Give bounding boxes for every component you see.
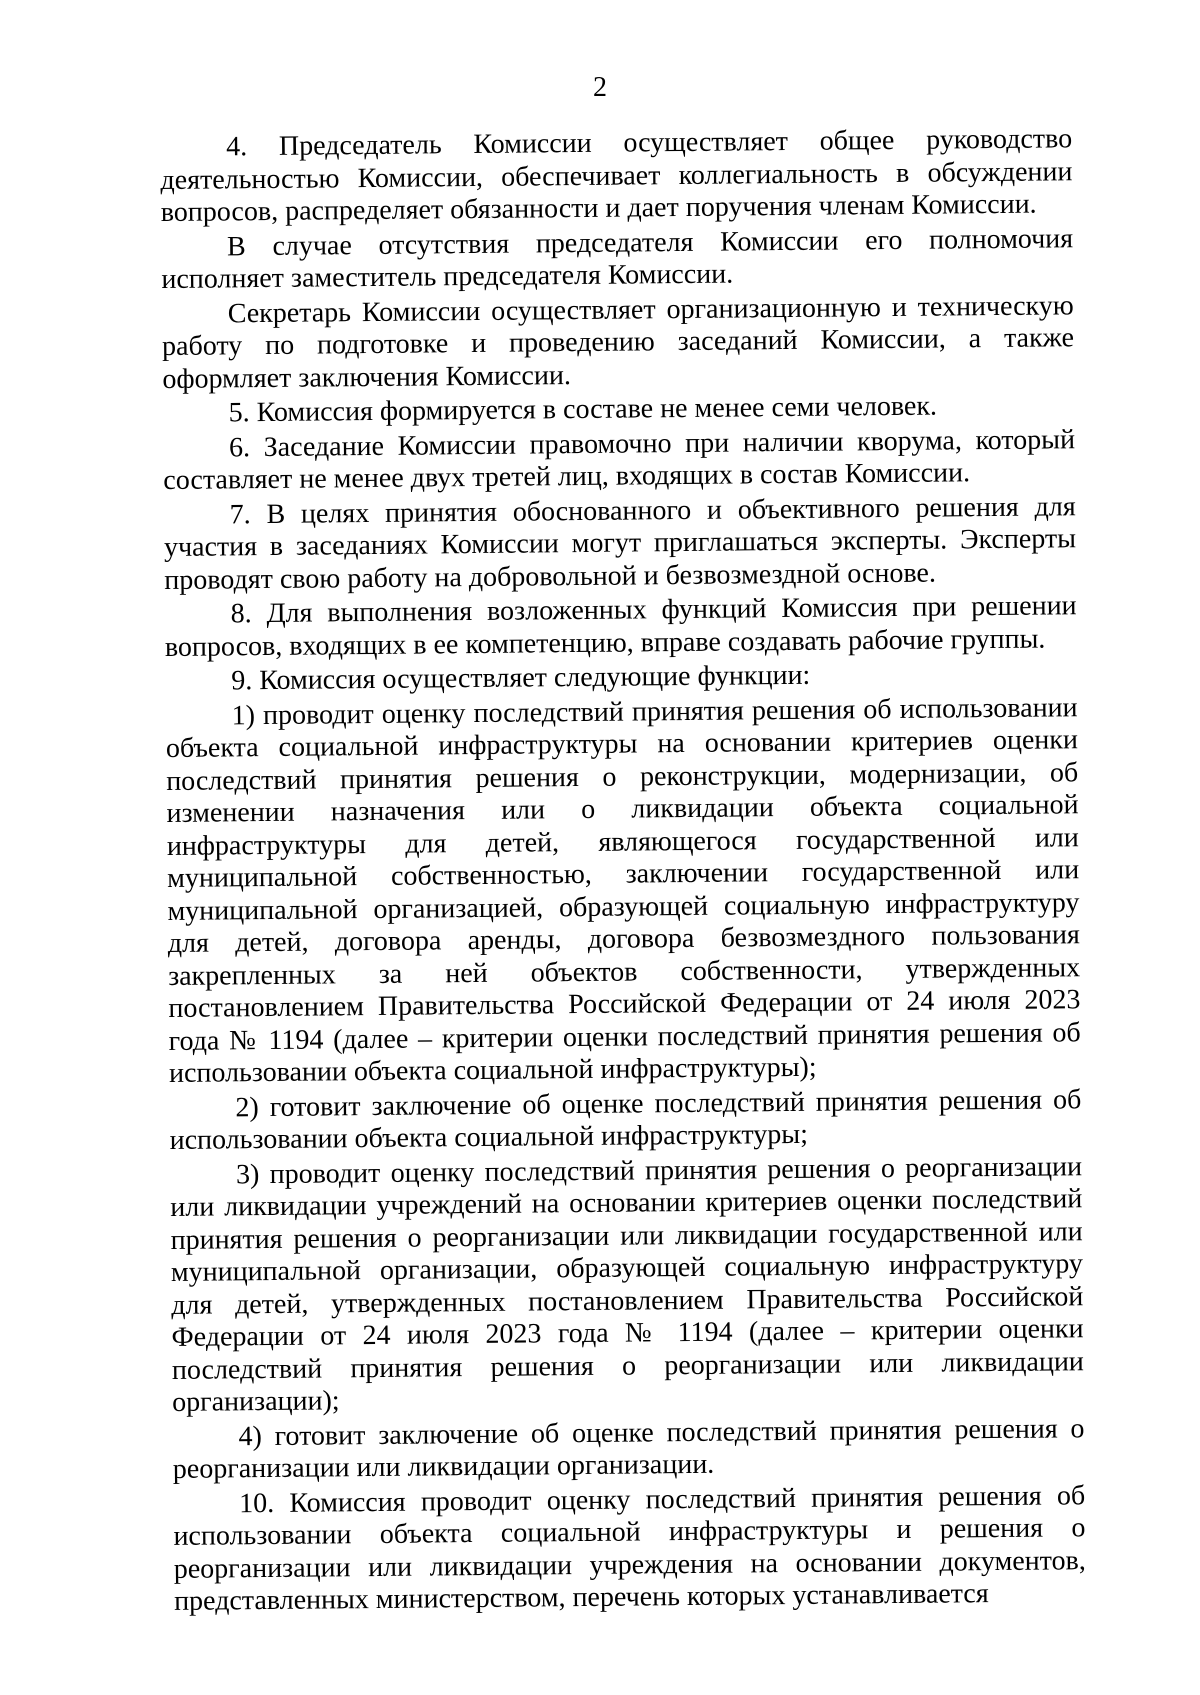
paragraph-10-assessment: 10. Комиссия проводит оценку последствий принятия решения об использовании объекта социальной инфраструктуры и решения о реорганизации или ликвидации учреждения на основании документов, представленных министерством, перечень которых устанавливается [173,1479,1086,1617]
paragraph-4-chairman: 4. Председатель Комиссии осуществляет общее руководство деятельностью Комиссии, обеспечивает коллегиальность в обсуждении вопросов, распределяет обязанности и дает поручения членам Комиссии. [160,123,1073,228]
paragraph-7-experts: 7. В целях принятия обоснованного и объективного решения для участия в заседаниях Комиссии могут приглашаться эксперты. Эксперты проводят свою работу на добровольной и безвозмездной основе. [163,490,1077,596]
paragraph-6-quorum: 6. Заседание Комиссии правомочно при наличии кворума, который составляет не менее двух третей лиц, входящих в состав Комиссии. [163,423,1076,496]
paragraph-9-functions: 9. Комиссия осуществляет следующие функции: [231,659,811,697]
paragraph-secretary: Секретарь Комиссии осуществляет организационную и техническую работу по подготовке и проведению заседаний Комиссии, а также оформляет заключения Комиссии. [161,289,1075,395]
paragraph-8-working-groups: 8. Для выполнения возложенных функций Комиссия при решении вопросов, входящих в ее компетенцию, вправе создавать рабочие группы. [164,590,1077,663]
function-item-1: 1) проводит оценку последствий принятия решения об использовании объекта социальной инфраструктуры на основании критериев оценки последствий принятия решения о реконструкции, модернизации, об изменении назначения или о ликвидации объекта социальной инфраструктуры для детей, являющегося государственной или муниципальной собственностью, заключении государственной или муниципальной организацией, образующей социальную инфраструктуру для детей, договора аренды, договора безвозмездного пользования закрепленных за ней объектов собственности, утвержденных постановлением Правительства Российской Федерации от 24 июля 2023 года № 1194 (далее – критерии оценки последствий принятия решения об использовании объекта социальной инфраструктуры); [165,691,1081,1089]
paragraph-5-composition: 5. Комиссия формируется в составе не менее семи человек. [228,390,938,429]
paragraph-deputy-chairman: В случае отсутствия председателя Комиссии его полномочия исполняет заместитель председателя Комиссии. [161,222,1074,295]
function-item-3: 3) проводит оценку последствий принятия решения о реорганизации или ликвидации учреждений на основании критериев оценки последствий принятия решения о реорганизации или ликвидации государственной или муниципальной организации, образующей социальную инфраструктуру для детей, утвержденных постановлением Правительства Российской Федерации от 24 июля 2023 года № 1194 (далее – критерии оценки последствий принятия решения о реорганизации или ликвидации организации); [170,1150,1084,1418]
function-item-2: 2) готовит заключение об оценке последствий принятия решения об использовании объекта социальной инфраструктуры; [169,1083,1082,1156]
function-item-4: 4) готовит заключение об оценке последствий принятия решения о реорганизации или ликвидации организации. [172,1412,1085,1485]
page-number: 2 [593,72,607,103]
document-body [160,123,1086,1620]
